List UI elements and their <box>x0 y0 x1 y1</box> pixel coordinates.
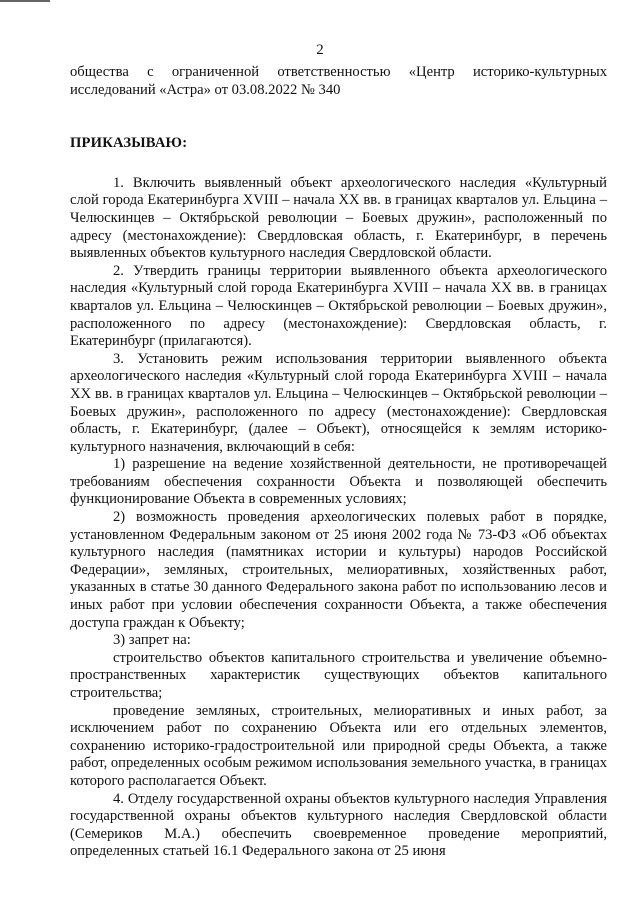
prohibition-works: проведение земляных, строительных, мелиоративных и иных работ, за исключением работ по сохранению Объекта или его отдельных элементов, сохранению историко-градостроительной или природной среды Объекта, а также работ, определенных особым режимом использования земельного участка, в границах которого располагается Объект. <box>70 702 607 789</box>
subitem-1: 1) разрешение на ведение хозяйственной деятельности, не противоречащей требованиям обеспечения сохранности Объекта и позволяющей обеспечить функционирование Объекта в современных условиях; <box>70 456 607 508</box>
document-body <box>70 64 607 861</box>
paragraph-1: 1. Включить выявленный объект археологического наследия «Культурный слой города Екатеринбурга XVIII – начала XX вв. в границах кварталов ул. Ельцина – Челюскинцев – Октябрьской революции – Боевых дружин», расположенный по адресу (местонахождение): Свердловская область, г. Екатеринбург, в перечень выявленных объектов культурного наследия Свердловской области. <box>70 174 607 262</box>
top-rule <box>0 0 50 2</box>
order-heading: ПРИКАЗЫВАЮ: <box>70 135 188 152</box>
subitem-2: 2) возможность проведения археологических полевых работ в порядке, установленном Федеральным законом от 25 июня 2002 года № 73-ФЗ «Об объектах культурного наследия (памятниках истории и культуры) народов Российской Федерации», земляных, строительных, мелиоративных, хозяйственных работ, указанных в статье 30 данного Федерального закона работ по использованию лесов и иных работ при условии обеспечения сохранности Объекта, а также обеспечения доступа граждан к Объекту; <box>70 509 607 631</box>
paragraph-3: 3. Установить режим использования территории выявленного объекта археологического наследия «Культурный слой города Екатеринбурга XVIII – начала XX вв. в границах кварталов ул. Ельцина – Челюскинцев – Октябрьской революции – Боевых дружин», расположенного по адресу (местонахождение): Свердловская область, г. Екатеринбург, (далее – Объект), относящейся к землям историко-культурного назначения, включающий в себя: <box>70 350 607 455</box>
page-number: 2 <box>316 42 324 58</box>
paragraph-2: 2. Утвердить границы территории выявленного объекта археологического наследия «Культурный слой города Екатеринбурга XVIII – начала XX вв. в границах кварталов ул. Ельцина – Челюскинцев – Октябрьской революции – Боевых дружин», расположенного по адресу (местонахождение): Свердловская область, г. Екатеринбург (прилагаются). <box>70 262 607 350</box>
prohibition-construction: строительство объектов капитального строительства и увеличение объемно-пространственных характеристик существующих объектов капитального строительства; <box>70 649 607 701</box>
paragraph-4: 4. Отделу государственной охраны объектов культурного наследия Управления государственной охраны объектов культурного наследия Свердловской области (Семериков М.А.) обеспечить своевременное проведение мероприятий, определенных статьей 16.1 Федерального закона от 25 июня <box>70 790 607 860</box>
subitem-3: 3) запрет на: <box>113 632 191 649</box>
intro-text: общества с ограниченной ответственностью «Центр историко-культурных исследований «Астра» от 03.08.2022 № 340 <box>70 64 607 98</box>
